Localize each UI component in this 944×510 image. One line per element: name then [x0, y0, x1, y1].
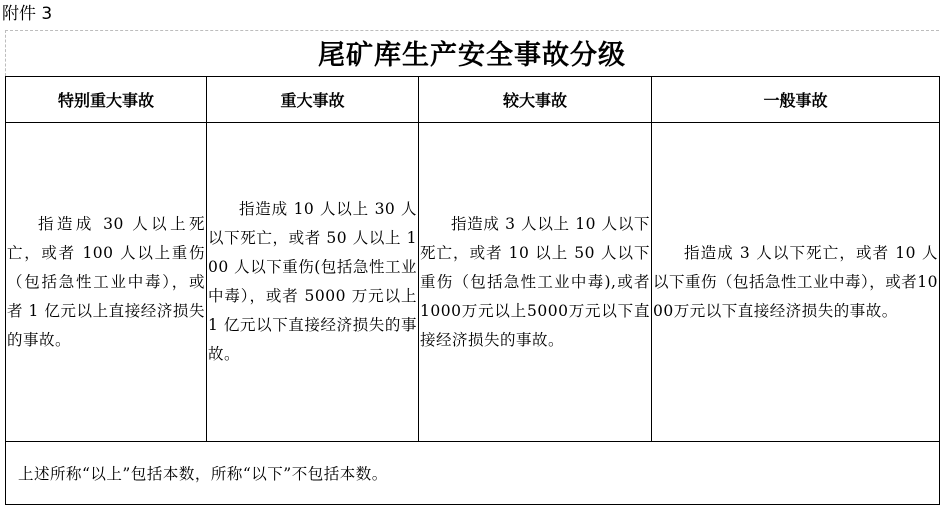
margin-guide-top: [5, 30, 939, 31]
table-header-row: [6, 77, 940, 123]
attachment-label: 附件 3: [2, 4, 53, 24]
header-general: 一般事故: [652, 77, 940, 123]
desc-especially-major: 指造成 30 人以上死亡，或者 100 人以上重伤（包括急性工业中毒），或者 1 亿元以上直接经济损失的事故。: [6, 123, 207, 442]
table-row: [6, 123, 940, 442]
header-especially-major: 特别重大事故: [6, 77, 207, 123]
header-major: 重大事故: [207, 77, 419, 123]
table-note: 上述所称“以上”包括本数，所称“以下”不包括本数。: [6, 442, 940, 505]
header-relatively-major: 较大事故: [419, 77, 652, 123]
desc-major: 指造成 10 人以上 30 人以下死亡，或者 50 人以上 100 人以下重伤(包括急性工业中毒），或者 5000 万元以上 1 亿元以下直接经济损失的事故。: [207, 123, 419, 442]
accident-grade-table: [5, 76, 940, 505]
document-title: 尾矿库生产安全事故分级: [318, 40, 626, 71]
desc-general: 指造成 3 人以下死亡，或者 10 人以下重伤（包括急性工业中毒），或者1000万元以下直接经济损失的事故。: [652, 123, 940, 442]
desc-relatively-major: 指造成 3 人以上 10 人以下死亡，或者 10 以上 50 人以下重伤（包括急性工业中毒),或者1000万元以上5000万元以下直接经济损失的事故。: [419, 123, 652, 442]
table-note-row: [6, 442, 940, 505]
